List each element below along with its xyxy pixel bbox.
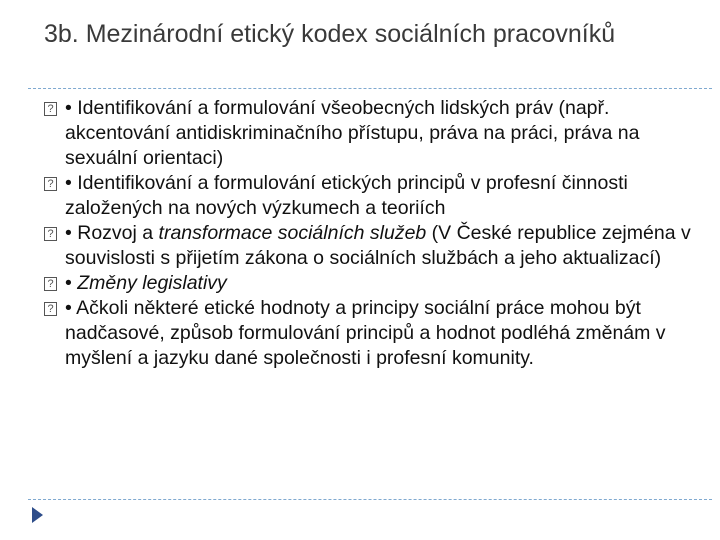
list-item bbox=[44, 171, 694, 221]
bullet-list bbox=[44, 96, 694, 371]
list-item-text: Identifikování a formulování etických principů v profesní činnosti založených na nových výzkumech a teoriích bbox=[65, 172, 628, 219]
bullet-dot: • bbox=[65, 297, 72, 319]
list-item bbox=[44, 271, 694, 296]
title-divider bbox=[28, 88, 712, 89]
list-item-text-end: (V České republice zejména v souvislosti s přijetím zákona o sociálních službách a jeho aktualizací) bbox=[65, 222, 691, 269]
list-item-text: Identifikování a formulování všeobecných lidských práv (např. akcentování antidiskriminačního přístupu, práva na práci, práva na sexuální orientaci) bbox=[65, 97, 640, 169]
list-item bbox=[44, 296, 694, 371]
list-item-text-emphasis: transformace sociálních služeb bbox=[158, 222, 427, 244]
bullet-dot: • bbox=[65, 97, 72, 119]
missing-glyph-box-icon: ? bbox=[44, 177, 57, 191]
list-item-text: Ačkoli některé etické hodnoty a principy sociální práce mohou být nadčasové, způsob formulování principů a hodnot podléhá změnám v myšlení a jazyku dané společnosti i profesní komunity. bbox=[65, 297, 666, 369]
bullet-dot: • bbox=[65, 172, 72, 194]
missing-glyph-box-icon: ? bbox=[44, 302, 57, 316]
bullet-dot: • bbox=[65, 222, 72, 244]
missing-glyph-box-icon: ? bbox=[44, 227, 57, 241]
list-item bbox=[44, 221, 694, 271]
footer-divider bbox=[28, 499, 712, 500]
list-item bbox=[44, 96, 694, 171]
list-item-text-emphasis: Změny legislativy bbox=[77, 272, 227, 294]
slide-title: 3b. Mezinárodní etický kodex sociálních pracovníků bbox=[44, 20, 616, 48]
triangle-right-icon bbox=[32, 507, 43, 523]
list-item-text-start: Rozvoj a bbox=[77, 222, 159, 244]
missing-glyph-box-icon: ? bbox=[44, 277, 57, 291]
bullet-dot: • bbox=[65, 272, 72, 294]
missing-glyph-box-icon: ? bbox=[44, 102, 57, 116]
